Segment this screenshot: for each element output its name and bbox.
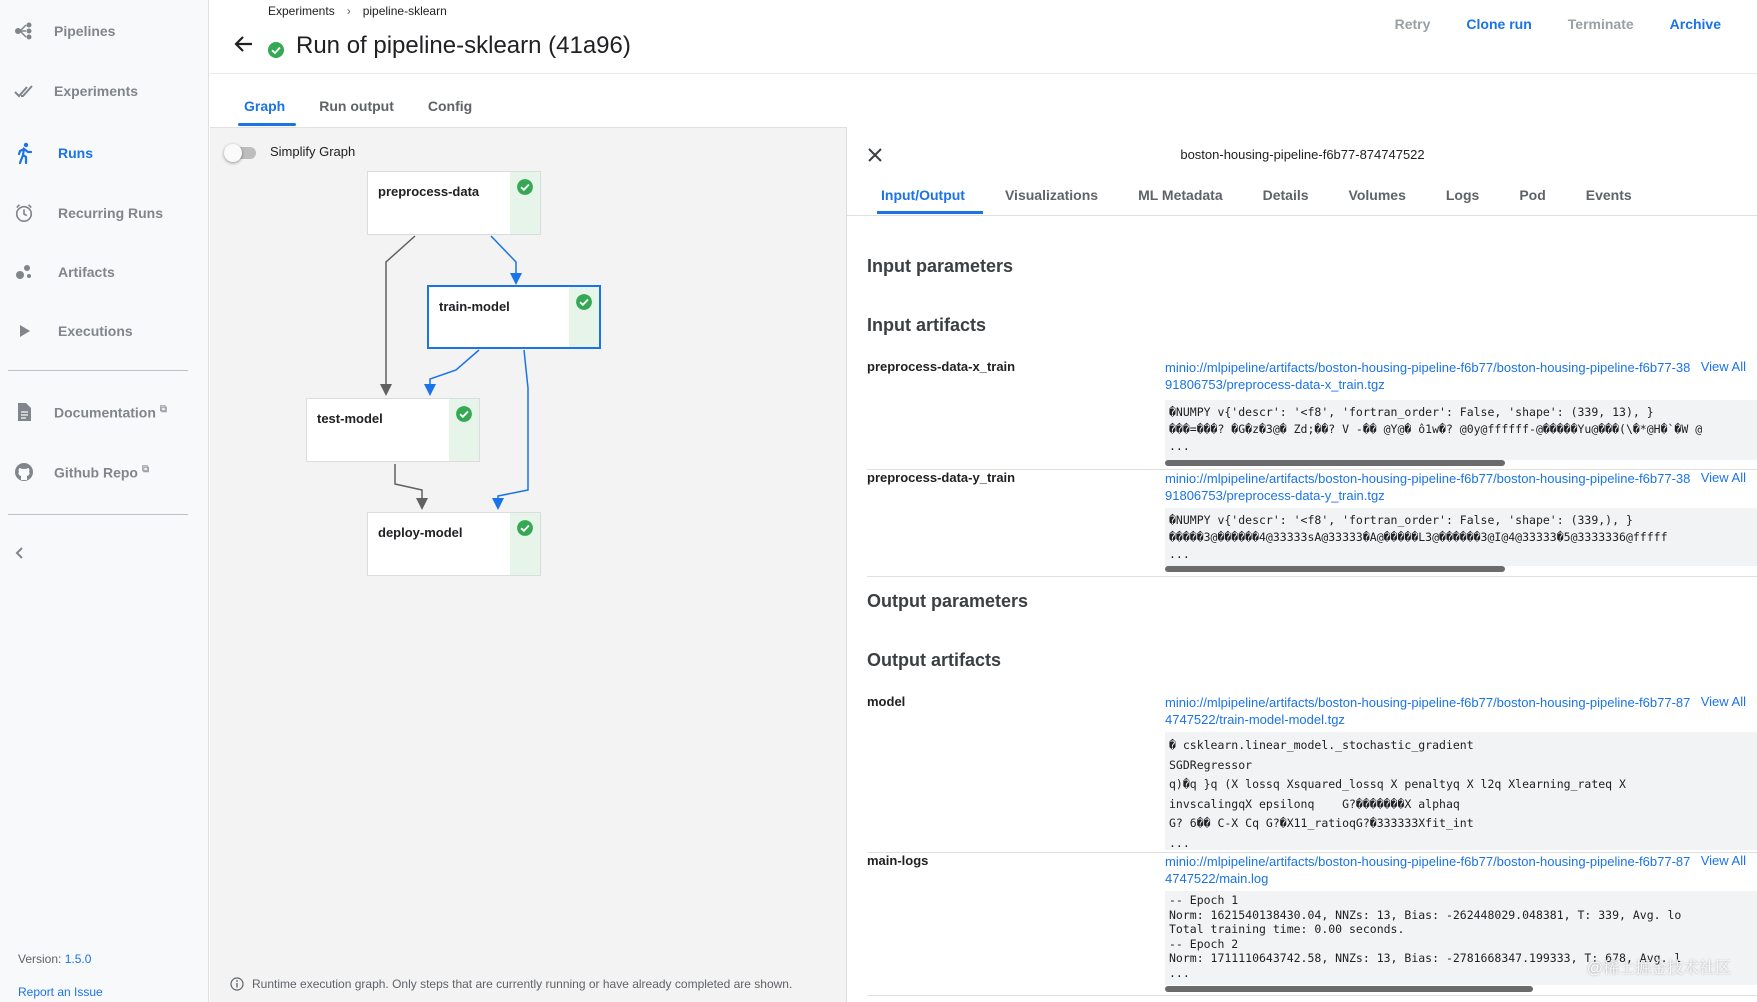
experiments-icon (14, 81, 34, 101)
tabs-divider (847, 215, 1757, 216)
page-header (210, 0, 1757, 74)
view-all-button[interactable]: View All (1700, 853, 1746, 868)
input-artifacts-heading: Input artifacts (867, 315, 987, 335)
archive-button[interactable]: Archive (1669, 16, 1721, 32)
external-link-icon: ⧉ (142, 463, 150, 475)
artifact-preview: � csklearn.linear_model._stochastic_gradient SGDRegressor q)�q }q (X lossq Xsquared_lossq X penaltyq X l2q Xlearning_rateq X invscalingqX epsilonq G?�������X alphaq G? 6�� C-X Cq G?�X11_ratioqG?�333333Xfit_int ... (1165, 732, 1757, 850)
tab-input-output[interactable]: Input/Output (875, 187, 985, 214)
artifact-preview: �NUMPY v{'descr': '<f8', 'fortran_order': False, 'shape': (339,), } �����3@������4@33333sA@33333�A@�����L3@������3@I@4@33333�5@3333336@fffff ... (1165, 508, 1757, 566)
sidebar-divider (8, 370, 188, 371)
sidebar-item-executions[interactable] (0, 311, 209, 351)
artifact-preview: �NUMPY v{'descr': '<f8', 'fortran_order': False, 'shape': (339, 13), } ���=���? �G�z�3@� Zd;��? V -�� @Y@� ô1w�? @0y@ffffff-@�����Yu@���(\�*@H�`�W @ ... (1165, 400, 1757, 460)
sidebar-item-label: Experiments (54, 83, 139, 99)
chevron-left-icon (14, 546, 26, 560)
runs-icon (14, 143, 34, 163)
artifact-uri-link[interactable]: minio://mlpipeline/artifacts/boston-housing-pipeline-f6b77/boston-housing-pipeline-f6b77-3891806753/preprocess-data-y_train.tgz (1165, 471, 1691, 503)
tab-events[interactable]: Events (1585, 187, 1632, 203)
tab-run-output[interactable]: Run output (319, 98, 394, 114)
sidebar-item-runs[interactable] (0, 133, 209, 173)
sidebar (0, 0, 209, 1002)
edge-train-to-deploy (498, 350, 528, 504)
tab-graph[interactable]: Graph (210, 98, 302, 126)
version-link[interactable]: 1.5.0 (64, 952, 92, 966)
node-status (449, 399, 479, 461)
tab-pod[interactable]: Pod (1519, 187, 1546, 203)
edge-test-to-deploy (395, 464, 422, 504)
sidebar-link-github[interactable] (0, 452, 209, 492)
artifact-uri-link[interactable]: minio://mlpipeline/artifacts/boston-housing-pipeline-f6b77/boston-housing-pipeline-f6b77-3891806753/preprocess-data-x_train.tgz (1165, 360, 1691, 392)
page-title: Run of pipeline-sklearn (41a96) (296, 32, 631, 59)
pipelines-icon (14, 21, 34, 41)
graph-area (210, 127, 846, 1002)
tab-visualizations[interactable]: Visualizations (1004, 187, 1099, 203)
success-check-icon (516, 519, 534, 537)
graph-node-preprocess-data[interactable] (367, 171, 541, 235)
tab-logs[interactable]: Logs (1445, 187, 1480, 203)
breadcrumb-experiments[interactable]: Experiments (268, 4, 335, 18)
graph-node-deploy-model[interactable] (367, 512, 541, 576)
graph-node-train-model[interactable] (427, 285, 601, 349)
edge-train-to-test (430, 350, 479, 390)
artifact-preview: -- Epoch 1 Norm: 1621540138430.04, NNZs: 13, Bias: -262448029.048381, T: 339, Avg. lo Total training time: 0.00 seconds. -- Epoch 2 Norm: 1711110643742.58, NNZs: 13, Bias: -2781668347.199333, T: 678, Avg. l ... (1165, 891, 1757, 985)
sidebar-item-artifacts[interactable] (0, 252, 209, 292)
version-info: Version: 1.5.0 (18, 952, 92, 966)
artifact-name: preprocess-data-y_train (867, 470, 1016, 485)
document-icon (14, 402, 34, 422)
github-icon (14, 462, 34, 482)
success-check-icon (268, 42, 284, 58)
clone-run-button[interactable]: Clone run (1466, 16, 1532, 32)
success-check-icon (455, 405, 473, 423)
sidebar-link-label: Github Repo ⧉ (54, 463, 150, 481)
arrow-back-icon (232, 32, 256, 56)
output-artifacts-heading: Output artifacts (867, 650, 1002, 670)
node-status (510, 172, 540, 234)
retry-button[interactable]: Retry (1394, 16, 1431, 32)
success-check-icon (516, 178, 534, 196)
sidebar-item-label: Executions (58, 323, 133, 339)
node-label: preprocess-data (378, 184, 480, 199)
row-divider (867, 576, 1757, 577)
tab-config[interactable]: Config (427, 98, 473, 114)
sidebar-item-label: Artifacts (58, 264, 115, 280)
sidebar-item-recurring-runs[interactable] (0, 193, 209, 233)
artifact-uri-link[interactable]: minio://mlpipeline/artifacts/boston-housing-pipeline-f6b77/boston-housing-pipeline-f6b77-874747522/train-model-model.tgz (1165, 695, 1691, 727)
collapse-sidebar-button[interactable] (14, 546, 26, 565)
artifact-uri-link[interactable]: minio://mlpipeline/artifacts/boston-housing-pipeline-f6b77/boston-housing-pipeline-f6b77-874747522/main.log (1165, 854, 1691, 886)
artifact-name: preprocess-data-x_train (867, 359, 1016, 374)
info-icon (230, 977, 244, 991)
terminate-button[interactable]: Terminate (1567, 16, 1634, 32)
output-parameters-heading: Output parameters (867, 591, 1029, 611)
input-parameters-heading: Input parameters (867, 256, 1014, 276)
horizontal-scrollbar[interactable] (1165, 566, 1505, 572)
panel-title: boston-housing-pipeline-f6b77-874747522 (1180, 147, 1425, 162)
artifacts-icon (14, 262, 34, 282)
view-all-button[interactable]: View All (1700, 694, 1746, 709)
tab-details[interactable]: Details (1262, 187, 1309, 203)
watermark: @稀土掘金技术社区 (1586, 960, 1731, 977)
external-link-icon: ⧉ (159, 403, 168, 415)
node-label: train-model (439, 299, 510, 314)
success-check-icon (575, 293, 593, 311)
breadcrumb-experiment[interactable]: pipeline-sklearn (362, 4, 447, 18)
breadcrumb-separator-icon: › (346, 4, 351, 18)
horizontal-scrollbar[interactable] (1165, 460, 1505, 466)
sidebar-link-documentation[interactable] (0, 392, 209, 432)
tab-volumes[interactable]: Volumes (1348, 187, 1406, 203)
sidebar-item-label: Runs (58, 145, 93, 161)
tab-ml-metadata[interactable]: ML Metadata (1138, 187, 1223, 203)
node-label: test-model (317, 411, 383, 426)
sidebar-item-pipelines[interactable] (0, 11, 209, 51)
main-tabs (210, 98, 489, 126)
graph-node-test-model[interactable] (306, 398, 480, 462)
simplify-graph-label: Simplify Graph (270, 144, 356, 159)
sidebar-link-label: Documentation ⧉ (54, 403, 168, 421)
executions-icon (14, 321, 34, 341)
breadcrumb (268, 4, 447, 18)
node-status (569, 287, 599, 347)
artifact-name: model (867, 694, 906, 709)
graph-footer-text: Runtime execution graph. Only steps that are currently running or have already completed are shown. (252, 977, 793, 991)
report-issue-link[interactable]: Report an Issue (18, 985, 103, 999)
view-all-button[interactable]: View All (1700, 359, 1746, 374)
sidebar-item-label: Pipelines (54, 23, 116, 39)
sidebar-divider (8, 514, 188, 515)
horizontal-scrollbar[interactable] (1165, 986, 1533, 992)
sidebar-item-label: Recurring Runs (58, 205, 164, 221)
node-status (510, 513, 540, 575)
back-button[interactable] (232, 32, 256, 56)
sidebar-item-experiments[interactable] (0, 71, 209, 111)
graph-footer (230, 977, 792, 991)
node-details-panel (846, 127, 1757, 1002)
recurring-runs-icon (14, 203, 34, 223)
node-label: deploy-model (378, 525, 463, 540)
edge-preprocess-to-test (386, 236, 415, 390)
row-divider (867, 995, 1757, 996)
run-actions (1377, 16, 1739, 36)
artifact-name: main-logs (867, 853, 929, 868)
edge-preprocess-to-train (491, 236, 516, 279)
view-all-button[interactable]: View All (1700, 470, 1746, 485)
panel-tabs (875, 187, 1652, 214)
